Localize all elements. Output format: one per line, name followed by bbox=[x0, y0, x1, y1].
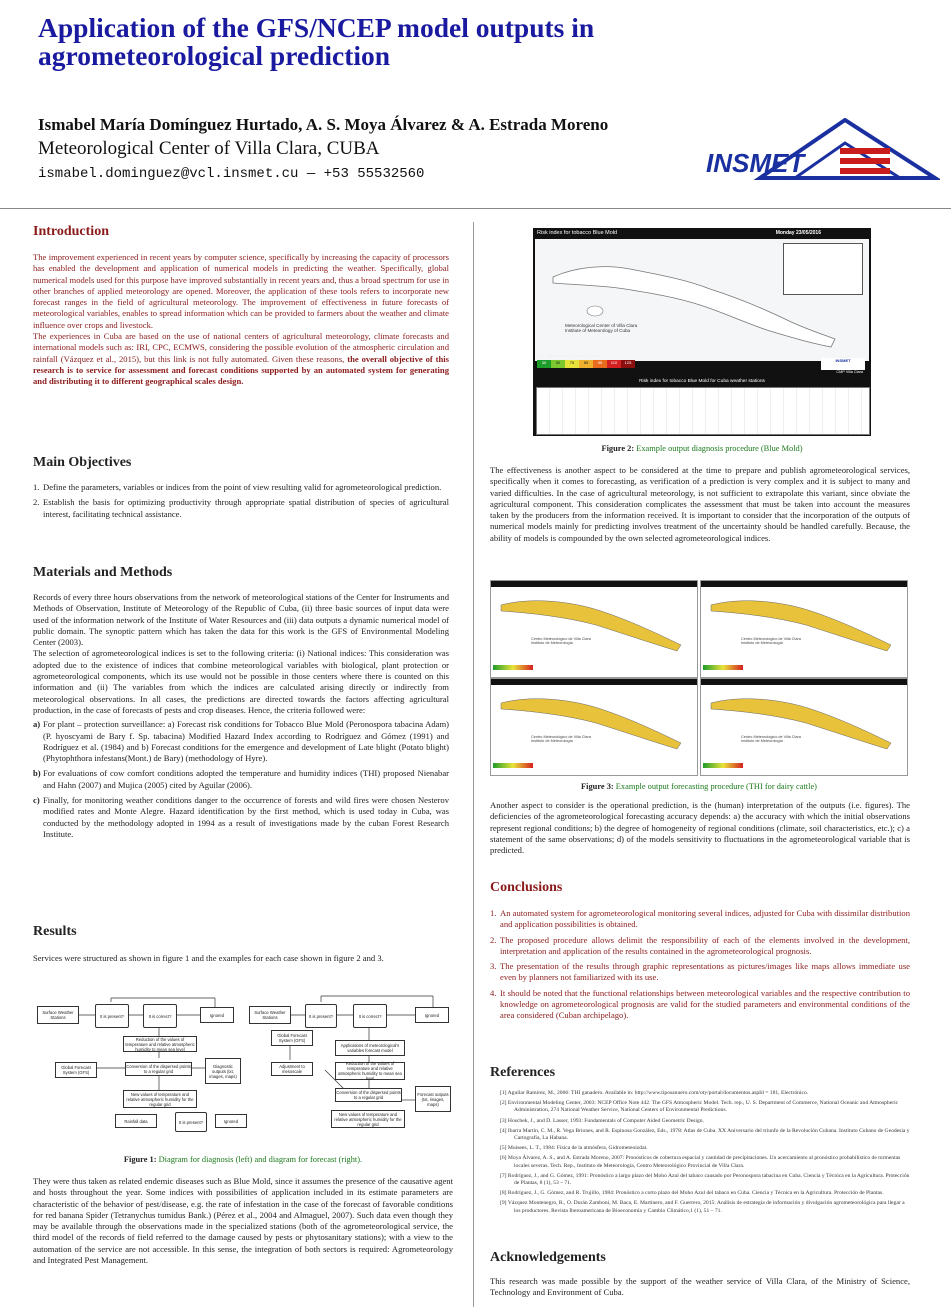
flow-decision: It is present? bbox=[305, 1004, 337, 1028]
results-heading: Results bbox=[33, 924, 77, 939]
insmet-logo bbox=[700, 118, 940, 200]
intro-heading: Introduction bbox=[33, 224, 109, 239]
station-table-title: Risk index for tobacco Blue Mold for Cuba weather stations bbox=[639, 379, 765, 384]
map-legend bbox=[783, 243, 863, 295]
objectives-list bbox=[33, 482, 449, 524]
flow-node: Ignored bbox=[200, 1007, 234, 1023]
flow-decision: It is correct? bbox=[353, 1004, 387, 1028]
map-logo: INSMET bbox=[821, 358, 865, 370]
right-paragraph-2: Another aspect to consider is the operational prediction, is the (human) interpretation of the outputs (i.e. figures). The deficiencies of the agrometeorological forecasting accuracy depends: a) the accuracy with which the initial observations represent regional conditions; b) the degree of homogeneity of regional conditions (climate, soil characteristics, etc.); c) a statement of the same observations; d) of the models sensitivity to fluctuations in the agrometeorological variable that is predicted. bbox=[490, 800, 910, 856]
acknowledgements-text: This research was made possible by the support of the weather service of Villa Clara, of the Ministry of Science, Technology and Environment of Cuba. bbox=[490, 1276, 910, 1298]
references-list bbox=[500, 1090, 912, 1218]
intro-paragraph-1: The improvement experienced in recent years by computer science, specifically by increasing the capacity of processors has enabled the development and application of numerical models in predicting the weather. Specifically, global numerical models used for this purpose have improved substantially in recent years and, thus a broad spectrum for use in other branches of applied meteorology are opened. Moreover, the application of these tools refers to incorporate new forecast ranges in the field of agricultural meteorology. The improvement of effectiveness in future forecasts of meteorological variables, enables to spread information which can be provided to farmers about the weather and climate influence over crops and livestock. bbox=[33, 252, 449, 330]
flow-node: New values of temperature and relative atmospheric humidity for the regular grid bbox=[331, 1110, 405, 1128]
map-center-name: Meteorological Center of Villa Clara bbox=[565, 323, 638, 328]
objective-item: 1. Define the parameters, variables or indices from the point of view resulting valid for agrometeorological prediction. bbox=[33, 482, 442, 492]
flow-node: Surface Weather Stations bbox=[37, 1006, 79, 1024]
flow-decision: It is present? bbox=[95, 1004, 129, 1028]
methods-paragraph-1: Records of every three hours observations from the network of meteorological stations of the Center for Instruments and Methods of Observation, Institute of Meteorology of the Republic of Cuba, (ii) three basic sources of input data were used of the information network of the Institute of Water Resources and (iii) data outputs a dynamic numerical model of public domain. The synoptic pattern which has taken the data for this work is the GFS of Environmental Modeling Center (2003). bbox=[33, 592, 449, 648]
objectives-heading: Main Objectives bbox=[33, 455, 132, 470]
map-scale: 30 50 75 85 95 110 125 bbox=[537, 360, 635, 368]
column-divider bbox=[473, 222, 474, 1307]
authors: Ismabel María Domínguez Hurtado, A. S. Moya Álvarez & A. Estrada Moreno bbox=[38, 115, 609, 134]
flow-node: Forecast outputs (txt, images, maps) bbox=[415, 1086, 451, 1112]
flow-node: Conversion of the dispersed points to a regular grid bbox=[336, 1090, 401, 1100]
contact-info: ismabel.dominguez@vcl.insmet.cu — +53 55532560 bbox=[38, 166, 425, 182]
flow-decision: It is correct? bbox=[143, 1004, 177, 1028]
conclusions-heading: Conclusions bbox=[490, 880, 563, 895]
forecast-map-tile: Centro Meteorológico de Villa Clara Instituto de Meteorología bbox=[700, 678, 908, 776]
header-rule bbox=[0, 208, 951, 209]
methods-heading: Materials and Methods bbox=[33, 565, 173, 580]
objective-item: 2. Establish the basis for optimizing productivity through appropriate spatial distribution of species of agricultural interest, facilitating technical assistance. bbox=[33, 497, 449, 519]
reference-item: [9] Vázquez Montenegro, R., O. Durán Zamboni, M. Baca, E. Martinero, and F. Guerrero, 2015: Análisis de estrategia de información y divulgación agrometeorológica para llegar a los productores. Revista Iberoamericana de Bioeconomía y Cambio Climático,1 (1), 51 – 71. bbox=[500, 1200, 905, 1214]
map-date: Monday 23/05/2016 bbox=[775, 230, 821, 236]
map-center-name: Institute of Meteorology of Cuba bbox=[565, 328, 631, 333]
flow-node: Ignored bbox=[215, 1114, 247, 1128]
flow-node: Conversion of the dispersed points to a regular grid bbox=[126, 1064, 191, 1074]
acknowledgements-heading: Acknowledgements bbox=[490, 1250, 606, 1265]
reference-item: [4] Ibarra Martín, C. M., R. Vega Briones, and R. Espinosa González, Eds., 1978: Atlas de Cuba. XX Aniversario del triunfo de la Revolución Cubana. Instituto Cubano de Geodesia y Cartografía, La Habana. bbox=[500, 1127, 910, 1142]
flow-node: Reduction of the values of temperature and relative atmospheric humidity to mean sea level bbox=[123, 1036, 197, 1052]
affiliation: Meteorological Center of Villa Clara, CUBA bbox=[38, 138, 380, 159]
reference-item: [6] Moya Álvarez, A. S., and A. Estrada Moreno, 2007: Pronósticos de cobertura espacial y cantidad de precipitaciones. Un acercamiento al pronóstico probabilístico de tormentas locales severas. Tech. Rep., Instituto de Meteorología, Centro Meteorológico Provincial de Villa Clara. bbox=[500, 1155, 901, 1169]
figure-3-caption: Figure 3: Example output forecasting procedure (THI for dairy cattle) bbox=[581, 782, 817, 791]
flow-node: Diagnostic outputs (txt, images, maps) bbox=[205, 1058, 241, 1084]
forecast-map-tile: Centro Meteorológico de Villa Clara Instituto de Meteorología bbox=[490, 580, 698, 678]
forecast-map-tile: Centro Meteorológico de Villa Clara Instituto de Meteorología bbox=[490, 678, 698, 776]
reference-item: [8] Rodríguez, J., G. Gómez, and R. Trujillo, 1984: Pronóstico a corto plazo del Moho Azul del tabaco en Cuba. Ciencia y Técnica en la Agricultura. Protección de Plantas. bbox=[500, 1190, 884, 1197]
figure-2-caption: Figure 2: Example output diagnosis procedure (Blue Mold) bbox=[601, 444, 803, 453]
figure-3-maps bbox=[490, 580, 908, 776]
criteria-item: b) For evaluations of cow comfort conditions adopted the temperature and humidity indices (THI) proposed Nienabar and Hahn (2007) and Mujica (2005) cited by Aguilar (2006). bbox=[33, 768, 449, 790]
conclusions-list bbox=[490, 908, 910, 1026]
poster-title: Application of the GFS/NCEP model outputs in agrometeorological prediction bbox=[38, 12, 595, 71]
right-paragraph-1: The effectiveness is another aspect to be considered at the time to prepare and publish agrometeorological services, specifically when it comes to forecasting, as verification of a prediction is very complex and it is subject to many and varied difficulties. In the case of agricultural meteorology, is not sufficient to extrapolate this variant, since obviate the agricultural component. This consideration complicates the assessment that must be taken into account the measures taken by the producers from the information received. It is important to consider that the incorporation of the outputs of numerical models mainly for predicting involves treatment of the uncertainty should be handled carefully. Because, the ability of models is compounded by the own selected agrometeorological indices. bbox=[490, 465, 910, 543]
intro-section bbox=[33, 252, 449, 388]
flow-node: Ignored bbox=[415, 1007, 449, 1023]
map-area bbox=[535, 239, 869, 361]
reference-item: [3] Hoschek, J., and D. Lasser, 1993: Fundamentals of Computer Aided Geometric Design. bbox=[500, 1117, 704, 1124]
methods-section bbox=[33, 592, 449, 844]
reference-item: [2] Environmental Modeling Center, 2003: NCEP Office Note 442. The GFS Atmospheric Model. Tech. rep., U. S. Department of Commerce, National Oceanic and Atmospheric Administration, 274 National Weather Service, National Centers of Environmental Predictions. bbox=[500, 1100, 899, 1114]
results-intro: Services were structured as shown in figure 1 and the examples for each case shown in figure 2 and 3. bbox=[33, 953, 384, 963]
map-cmp: CMP Villa Clara bbox=[836, 370, 863, 374]
logo-text: INSMET bbox=[706, 148, 805, 178]
methods-paragraph-2: The selection of agrometeorological indices is set to the following criteria: (i) National indices: This consideration was adopted due to the existence of indices that combine meteorological variables with biological, plant protection or agrometeorological components, which its use would not be possible in those centers where there is counted on this information and (ii) The variables from which the indices are calculated arising directly or indirectly from meteorological observations. In all cases, the predictions are directed towards the factors affecting agricultural production, in the case of forecasts of pests and crop diseases. Hence, the criteria followed were: bbox=[33, 648, 449, 715]
flow-node: New values of temperature and relative atmospheric humidity for the regular grid bbox=[123, 1090, 197, 1108]
reference-item: [7] Rodríguez, J., and G. Gómez, 1991: Pronóstico a largo plazo del Moho Azul del tabaco causado por Peronospora tabacina en Cuba. Ciencia y Técnica en la Agricultura. Protección de Plantas, 8 (1), 53 – 71. bbox=[500, 1172, 910, 1187]
criteria-item: c) Finally, for monitoring weather conditions danger to the occurrence of forests and wild fires were chosen Nesterov modified rates and Monte Alegre. Hazard identification by the first method, which is used today in Cuba, was conducted by the methodology adopted in 1994 as a result of investigations made by the cuban Forest Research Institute. bbox=[33, 795, 449, 839]
flow-node: Adjustment to mesoscale bbox=[271, 1062, 313, 1076]
results-paragraph: They were thus taken as related endemic diseases such as Blue Mold, since it assumes the presence of the causative agent and hosts throughout the year. Some indices with possibilities of application included in its estimate parameters are characteristic of the behavior of pest/disease, e.g. the rate of infestation in the case of the forecast of favorable conditions for red banana Spider (Tetranychus tumidus Bank.) (Pérez et al., 2004 and Almaguel, 2007). Such data even though they may be available through the observations made in the specialized stations (both of the agrometeorological service, the third model of the records of field referred to the damage caused by pests or phytosanitary stations); with a view to the automation of the service are not accessible. In this sense, the integration of both sectors is required: Agrometeorology and Integrated Pest Management. bbox=[33, 1176, 453, 1266]
flow-node: Surface Weather Stations bbox=[249, 1006, 291, 1024]
flow-node: Global Forecast System (GFS) bbox=[271, 1030, 313, 1046]
criteria-item: a) For plant – protection surveillance: a) Forecast risk conditions for Tobacco Blue Mold (Peronospora tabacina Adam) (P. hyoscyami de Bary f. Sp. tabacina) Modified Hazard Index according to Rodríguez and Gómez (1991) and Rodríguez et al. (1984) and b) Forecast conditions for the emergence and development of Late blight (Potato blight) (Phytophthora infestans(Mont.) de Bary) (methodology of Hyre). bbox=[33, 719, 449, 764]
flow-decision: It is present? bbox=[175, 1112, 207, 1132]
conclusion-item: 3. The presentation of the results through graphic representations as pictures/images like maps allows immediate use even by planners not familiarized with its use. bbox=[490, 961, 910, 983]
forecast-map-tile: Centro Meteorológico de Villa Clara Instituto de Meteorología bbox=[700, 580, 908, 678]
conclusion-item: 2. The proposed procedure allows delimit the responsibility of each of the elements involved in the development, interpretation and application of the results contained in the agrometeorological prognosis. bbox=[490, 934, 910, 956]
station-table bbox=[536, 387, 870, 435]
map-credit: Por: I. Domínguez / A. Moya / A. Estrada bbox=[537, 354, 602, 358]
intro-paragraph-2: The experiences in Cuba are based on the use of national centers of agricultural meteorology, climate forecasts and international models such as: IRI, CPC, ECMWS, considering the possible evolution of the atmospheric circulation and rainfall (Vázquez et al., 2015), but this link is not fully automated. Given these reasons, bbox=[33, 331, 449, 364]
figure-1-caption: Figure 1: Diagram for diagnosis (left) and diagram for forecast (right). bbox=[123, 1155, 363, 1164]
flow-node: Applications of meteorological's variables forecast model bbox=[335, 1040, 405, 1056]
references-heading: References bbox=[490, 1065, 556, 1080]
flow-node: Reduction of the values of temperature and relative atmospheric humidity to mean sea level bbox=[335, 1062, 405, 1080]
figure-2-map bbox=[533, 228, 871, 436]
conclusion-item: 1. An automated system for agrometeorological monitoring several indices, adjusted for Cuba with dissimilar distribution and application possibilities is obtained. bbox=[490, 908, 910, 930]
reference-item: [1] Aguilar Ramírez, M., 2006: THI ganadero. Available in: http://www.tiposanuero.com/oty/portal/documentos.aspId = 181, Electrónico. bbox=[500, 1090, 809, 1096]
map-title: Risk index for tobacco Blue Mold bbox=[537, 230, 618, 236]
flow-node: Rainfall data bbox=[115, 1114, 157, 1128]
intro-objective: the overall objective of this research is to service for assessment and forecast conditions supported by an automated system for generating and distributing it to different geographical scales design. bbox=[33, 353, 449, 387]
figure-1-diagram bbox=[35, 990, 455, 1140]
conclusion-item: 4. It should be noted that the functional relationships between meteorological variables and the respective contribution to knowledge on agrometeorological prognosis are valid for the studied parameters and environmental conditions of the area considered (Cuban archipelago). bbox=[490, 987, 910, 1021]
reference-item: [5] Muisees, L. T., 1984: Física de la atmósfera, Gidrometeoizdat. bbox=[500, 1145, 648, 1152]
flow-node: Global Forecast System (GFS) bbox=[55, 1062, 97, 1078]
